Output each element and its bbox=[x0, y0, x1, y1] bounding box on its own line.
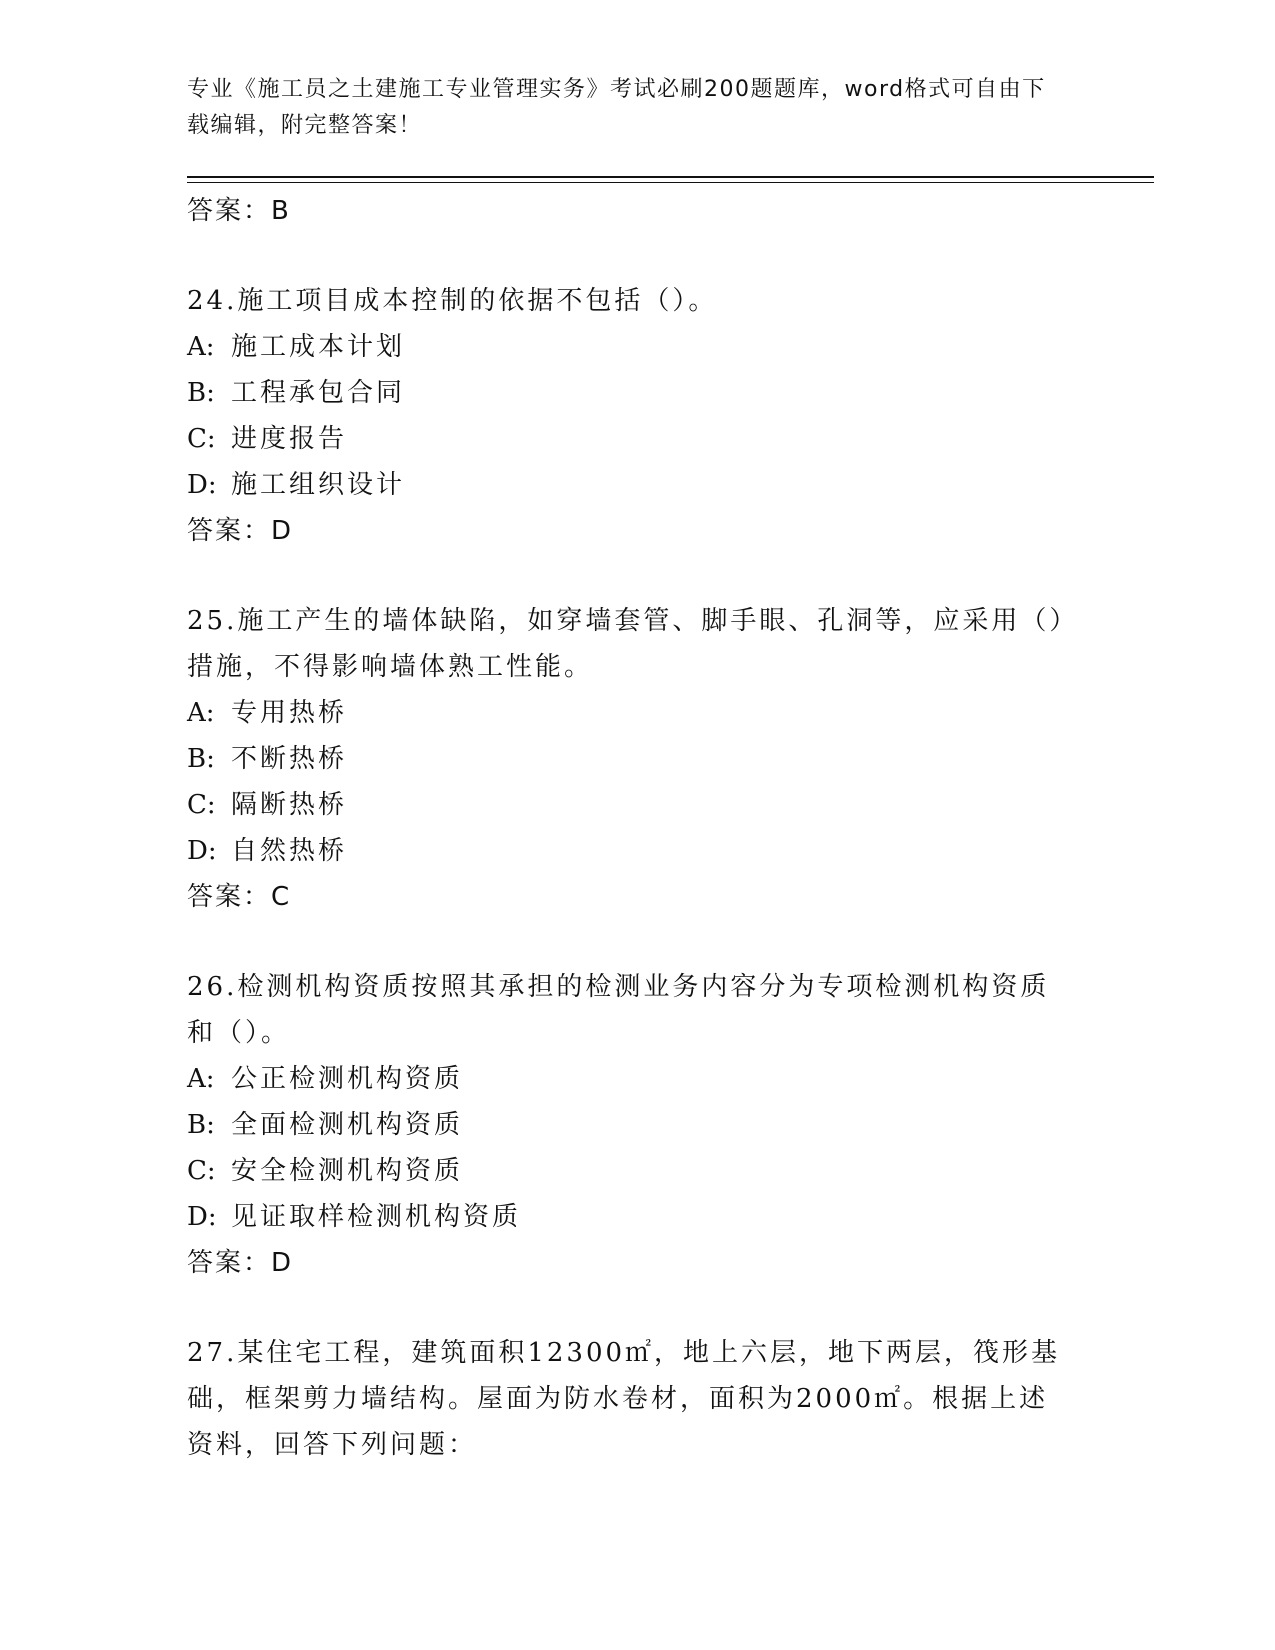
header-text: 专业《施工员之土建施工专业管理实务》考试必刷200题题库，word格式可自由下载编辑，附完整答案！ bbox=[187, 77, 1046, 138]
option-b bbox=[187, 1102, 1077, 1148]
option-text: 施工成本计划 bbox=[231, 332, 406, 362]
option-a bbox=[187, 690, 1077, 736]
option-a bbox=[187, 324, 1077, 370]
question-stem: 27.某住宅工程，建筑面积12300㎡，地上六层，地下两层，筏形基础，框架剪力墙结构。屋面为防水卷材，面积为2000㎡。根据上述资料，回答下列问题： bbox=[187, 1338, 1061, 1460]
option-letter: D: bbox=[187, 1202, 217, 1232]
option-text: 隔断热桥 bbox=[231, 790, 348, 820]
option-letter: A: bbox=[187, 698, 215, 728]
option-letter: B: bbox=[187, 378, 215, 408]
option-d bbox=[187, 462, 1077, 508]
question-block bbox=[187, 1330, 1077, 1468]
header-rule-thick bbox=[187, 176, 1154, 178]
option-text: 专用热桥 bbox=[231, 698, 348, 728]
option-text: 安全检测机构资质 bbox=[231, 1156, 464, 1186]
option-letter: D: bbox=[187, 836, 217, 866]
option-letter: B: bbox=[187, 1110, 215, 1140]
question-block bbox=[187, 278, 1077, 554]
option-letter: B: bbox=[187, 744, 215, 774]
option-d bbox=[187, 828, 1077, 874]
option-b bbox=[187, 736, 1077, 782]
option-letter: C: bbox=[187, 424, 216, 454]
option-text: 公正检测机构资质 bbox=[231, 1064, 464, 1094]
answer-line: 答案：D bbox=[187, 1248, 294, 1278]
option-letter: C: bbox=[187, 790, 216, 820]
option-a bbox=[187, 1056, 1077, 1102]
option-letter: D: bbox=[187, 470, 217, 500]
option-letter: A: bbox=[187, 332, 215, 362]
option-text: 工程承包合同 bbox=[231, 378, 406, 408]
option-text: 全面检测机构资质 bbox=[231, 1110, 464, 1140]
option-text: 施工组织设计 bbox=[231, 470, 406, 500]
option-letter: A: bbox=[187, 1064, 215, 1094]
option-c bbox=[187, 416, 1077, 462]
answer-line: 答案：B bbox=[187, 196, 291, 226]
question-stem: 26.检测机构资质按照其承担的检测业务内容分为专项检测机构资质和（）。 bbox=[187, 972, 1050, 1048]
answer-line: 答案：D bbox=[187, 516, 294, 546]
content bbox=[187, 188, 1077, 1468]
option-text: 见证取样检测机构资质 bbox=[231, 1202, 522, 1232]
question-block bbox=[187, 598, 1077, 920]
question-block bbox=[187, 964, 1077, 1286]
option-letter: C: bbox=[187, 1156, 216, 1186]
question-stem: 24.施工项目成本控制的依据不包括（）。 bbox=[187, 286, 718, 316]
answer-line: 答案：C bbox=[187, 882, 292, 912]
question-stem: 25.施工产生的墙体缺陷，如穿墙套管、脚手眼、孔洞等，应采用（）措施，不得影响墙体熟工性能。 bbox=[187, 606, 1066, 682]
option-d bbox=[187, 1194, 1077, 1240]
option-c bbox=[187, 782, 1077, 828]
header-rule-thin bbox=[187, 182, 1154, 183]
option-text: 不断热桥 bbox=[231, 744, 348, 774]
option-text: 进度报告 bbox=[231, 424, 348, 454]
option-c bbox=[187, 1148, 1077, 1194]
option-b bbox=[187, 370, 1077, 416]
option-text: 自然热桥 bbox=[231, 836, 348, 866]
